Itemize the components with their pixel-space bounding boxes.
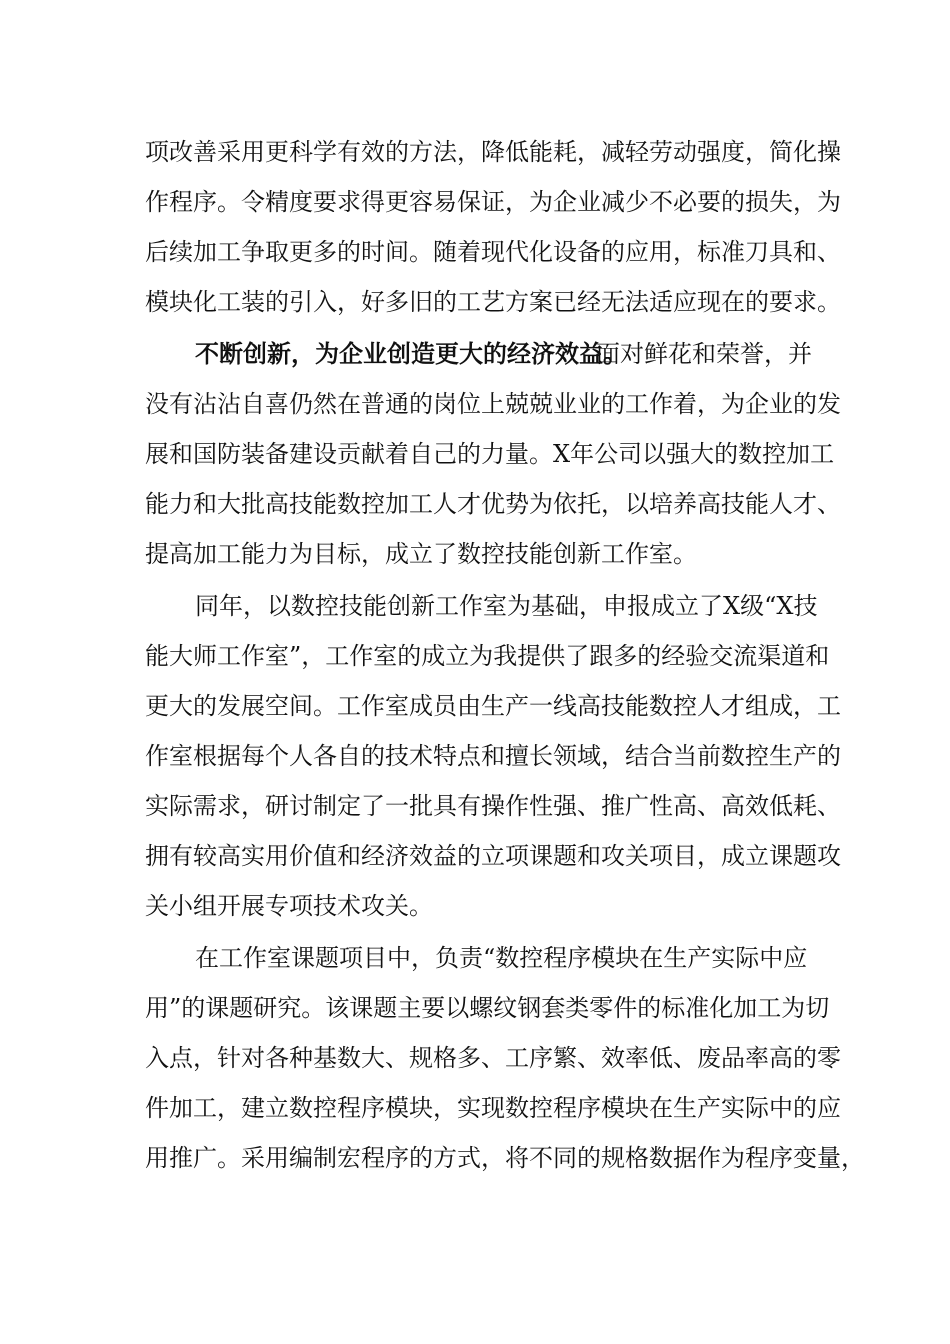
paragraph-line [0,836,950,876]
paragraph-line [0,1138,950,1178]
line-text: 后续加工争取更多的时间。随着现代化设备的应用，标准刀具和、 [145,238,841,266]
paragraph-line [0,282,950,322]
paragraph-line [0,786,950,826]
line-text: 面对鲜花和荣誉，并 [596,340,812,368]
line-text: 能大师工作室”，工作室的成立为我提供了跟多的经验交流渠道和 [145,642,830,670]
paragraph-line [0,586,950,626]
paragraph-line [0,988,950,1028]
paragraph-line [0,736,950,776]
line-text: 同年，以数控技能创新工作室为基础，申报成立了X级“X技 [195,592,818,620]
paragraph-line [0,384,950,424]
line-text: 作室根据每个人各自的技术特点和擅长领域，结合当前数控生产的 [145,742,841,770]
paragraph-line [0,636,950,676]
line-text: 在工作室课题项目中，负责“数控程序模块在生产实际中应 [195,944,808,972]
line-text: 件加工，建立数控程序模块，实现数控程序模块在生产实际中的应 [145,1094,841,1122]
paragraph-line [0,886,950,926]
line-text: 入点，针对各种基数大、规格多、工序繁、效率低、废品率高的零 [145,1044,841,1072]
paragraph-line [0,434,950,474]
line-text: 更大的发展空间。工作室成员由生产一线高技能数控人才组成，工 [145,692,841,720]
line-text: 项改善采用更科学有效的方法，降低能耗，减轻劳动强度，简化操 [145,138,841,166]
line-text: 没有沾沾自喜仍然在普通的岗位上兢兢业业的工作着，为企业的发 [145,390,841,418]
paragraph-line [0,938,950,978]
line-text: 作程序。令精度要求得更容易保证，为企业减少不必要的损失，为 [145,188,841,216]
paragraph-line [0,686,950,726]
line-text: 关小组开展专项技术攻关。 [145,892,433,920]
paragraph-line [0,484,950,524]
line-text: 用”的课题研究。该课题主要以螺纹钢套类零件的标准化加工为切 [145,994,830,1022]
paragraph-line [0,132,950,172]
paragraph-line [0,1038,950,1078]
paragraph-line [0,534,950,574]
line-text: 拥有较高实用价值和经济效益的立项课题和攻关项目，成立课题攻 [145,842,841,870]
section-heading: 不断创新，为企业创造更大的经济效益。 [195,339,627,368]
paragraph-line [0,334,950,374]
line-text: 能力和大批高技能数控加工人才优势为依托，以培养高技能人才、 [145,490,841,518]
paragraph-line [0,182,950,222]
paragraph-line [0,232,950,272]
line-text: 用推广。采用编制宏程序的方式，将不同的规格数据作为程序变量， [145,1144,865,1172]
line-text: 展和国防装备建设贡献着自己的力量。X年公司以强大的数控加工 [145,440,835,468]
line-text: 实际需求，研讨制定了一批具有操作性强、推广性高、高效低耗、 [145,792,841,820]
paragraph-line [0,1088,950,1128]
line-text: 模块化工装的引入，好多旧的工艺方案已经无法适应现在的要求。 [145,288,841,316]
line-text: 提高加工能力为目标，成立了数控技能创新工作室。 [145,540,697,568]
